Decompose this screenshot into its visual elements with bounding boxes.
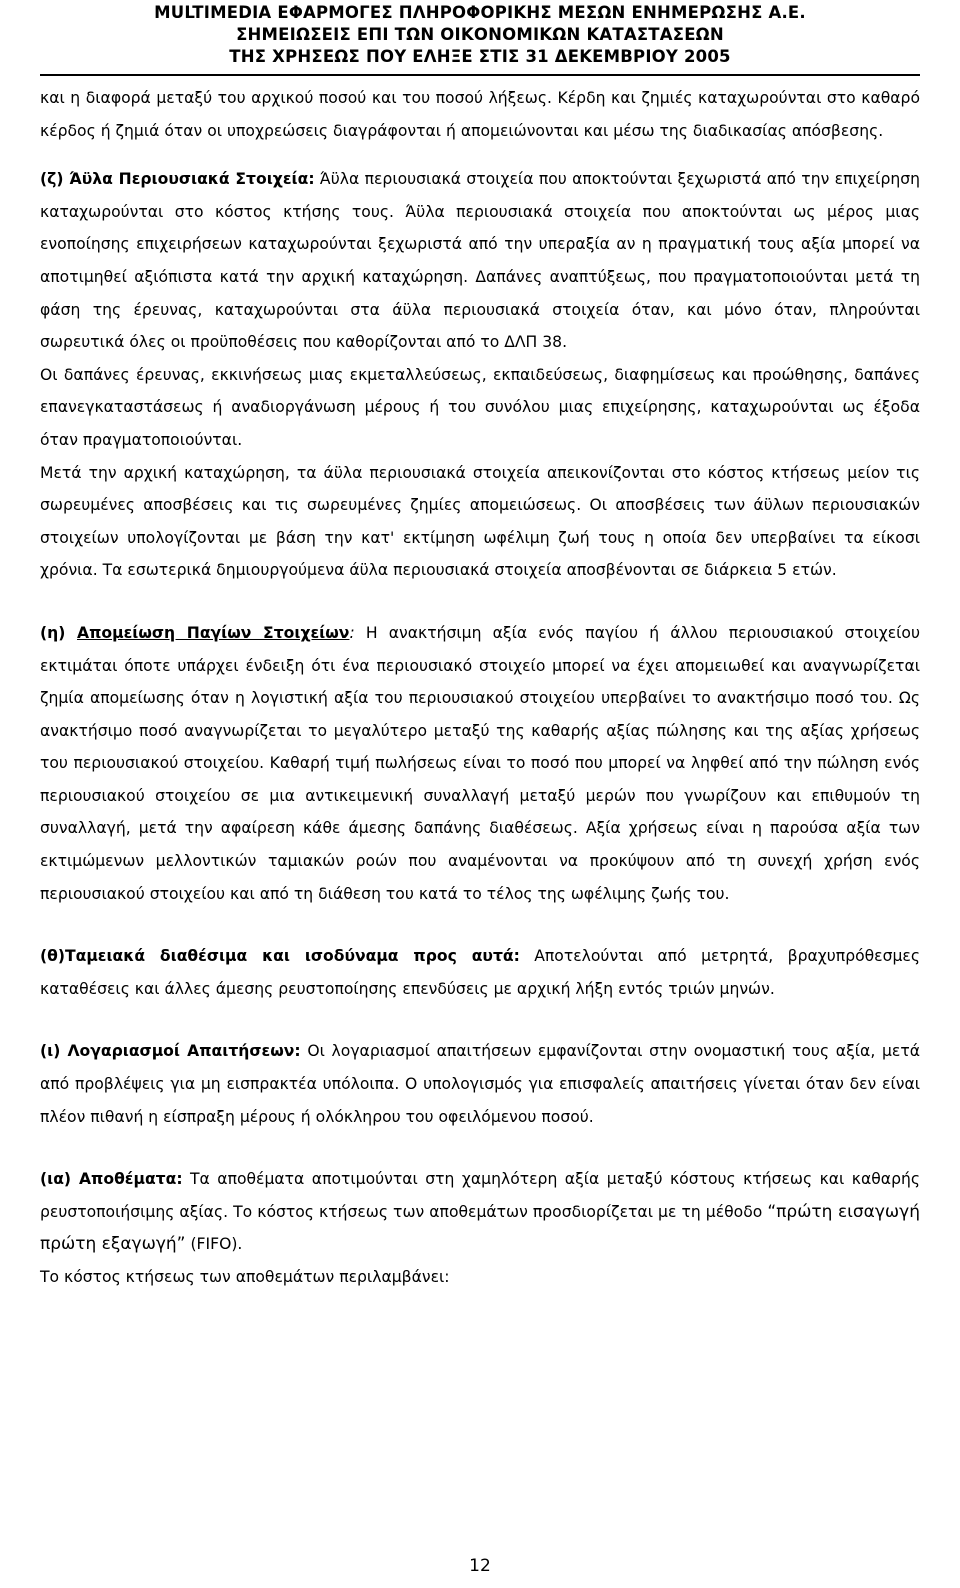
header-period: ΤΗΣ ΧΡΗΣΕΩΣ ΠΟΥ ΕΛΗΞΕ ΣΤΙΣ 31 ΔΕΚΕΜΒΡΙΟΥ 2005	[229, 47, 731, 66]
section-ia-heading: (ια) Αποθέματα:	[40, 1170, 183, 1189]
section-h-paragraph	[40, 617, 920, 910]
section-ia-text: Τα αποθέματα αποτιμούνται στη χαμηλότερη αξία μεταξύ κόστους κτήσεως και καθαρής ρευστοποιήσιμης αξίας. Το κόστος κτήσεως των αποθεμάτων προσδιορίζεται με τη μέθοδο	[40, 1170, 920, 1221]
document-body	[40, 82, 920, 1294]
header-rule	[40, 74, 920, 76]
section-z-paragraph-2: Οι δαπάνες έρευνας, εκκινήσεως μιας εκμεταλλεύσεως, εκπαιδεύσεως, διαφημίσεως και προώθησης, δαπάνες επανεγκαταστάσεως ή αναδιοργάνωση μέρους ή του συνόλου μιας επιχείρησης, καταχωρούνται ως έξοδα όταν πραγματοποιούνται.	[40, 365, 920, 449]
header-title: ΣΗΜΕΙΩΣΕΙΣ ΕΠΙ ΤΩΝ ΟΙΚΟΝΟΜΙΚΩΝ ΚΑΤΑΣΤΑΣΕΩΝ	[236, 25, 724, 44]
section-ia-note: Το κόστος κτήσεως των αποθεμάτων περιλαμβάνει:	[40, 1268, 450, 1286]
section-i-paragraph	[40, 1035, 920, 1133]
page-number: 12	[469, 1556, 491, 1576]
section-z-paragraph	[40, 163, 920, 359]
document-header	[0, 0, 960, 68]
section-i-heading: (ι) Λογαριασμοί Απαιτήσεων:	[40, 1042, 301, 1061]
section-z-text: Άϋλα περιουσιακά στοιχεία που αποκτούνται ξεχωριστά από την επιχείρηση καταχωρούνται στο κόστος κτήσης τους. Άϋλα περιουσιακά στοιχεία που αποκτούνται ως μέρος μιας ενοποίησης επιχειρήσεων καταχωρούνται ξεχωριστά από την υπεραξία αν η πραγματική τους αξία μπορεί να αποτιμηθεί αξιόπιστα κατά την αρχική καταχώρηση. Δαπάνες αναπτύξεως, που πραγματοποιούνται μετά τη φάση της έρευνας, καταχωρούνται στα άϋλα περιουσιακά στοιχεία όταν, και μόνο όταν, πληρούνται σωρευτικά όλες οι προϋποθέσεις που καθορίζονται από το ΔΛΠ 38.	[40, 170, 920, 352]
section-th-text: Αποτελούνται από μετρητά, βραχυπρόθεσμες καταθέσεις και άλλες άμεσης ρευστοποίησης επενδύσεις με αρχική λήξη εντός τριών μηνών.	[40, 947, 920, 998]
header-company: MULTIMEDIA ΕΦΑΡΜΟΓΕΣ ΠΛΗΡΟΦΟΡΙΚΗΣ ΜΕΣΩΝ ΕΝΗΜΕΡΩΣΗΣ Α.Ε.	[154, 3, 806, 22]
section-h-text: Η ανακτήσιμη αξία ενός παγίου ή άλλου περιουσιακού στοιχείου εκτιμάται όποτε υπάρχει ένδειξη ότι ένα περιουσιακό στοιχείο μπορεί να έχει απομειωθεί και αναγνωρίζεται ζημία απομείωσης όταν η λογιστική αξία του περιουσιακού στοιχείου υπερβαίνει το ανακτήσιμο ποσό του. Ως ανακτήσιμο ποσό αναγνωρίζεται το μεγαλύτερο μεταξύ της καθαρής αξίας πώλησης και της αξίας χρήσεως του περιουσιακού στοιχείου. Καθαρή τιμή πωλήσεως είναι το ποσό που μπορεί να ληφθεί από την πώληση ενός περιουσιακού στοιχείου σε μια αντικειμενική συναλλαγή μεταξύ μερών που γνωρίζουν και επιθυμούν τη συναλλαγή, μετά την αφαίρεση κάθε άμεσης δαπάνης διαθέσεως. Αξία χρήσεως είναι η παρούσα αξία των εκτιμώμενων μελλοντικών ταμιακών ροών που αναμένονται να προκύψουν από τη συνεχή χρήση ενός περιουσιακού στοιχείου και από τη διάθεση του κατά το τέλος της ωφέλιμης ζωής του.	[40, 623, 920, 903]
section-th-paragraph	[40, 940, 920, 1005]
section-i-text: Οι λογαριασμοί απαιτήσεων εμφανίζονται στην ονομαστική τους αξία, μετά από προβλέψεις για μη εισπρακτέα υπόλοιπα. Ο υπολογισμός για επισφαλείς απαιτήσεις γίνεται όταν δεν είναι πλέον πιθανή η είσπραξη μέρους ή ολόκληρου του οφειλόμενου ποσού.	[40, 1042, 920, 1126]
section-h-heading: Απομείωση Παγίων Στοιχείων	[77, 623, 350, 642]
section-ia-suffix: (FIFO).	[185, 1235, 243, 1254]
section-z-paragraph-3: Μετά την αρχική καταχώρηση, τα άϋλα περιουσιακά στοιχεία απεικονίζονται στο κόστος κτήσεως μείον τις σωρευμένες αποσβέσεις και τις σωρευμένες ζημίες απομειώσεως. Οι αποσβέσεις των άϋλων περιουσιακών στοιχείων υπολογίζονται με βάση την κατ' εκτίμηση ωφέλιμη ζωή τους η οποία δεν υπερβαίνει τα είκοσι χρόνια. Τα εσωτερικά δημιουργούμενα άϋλα περιουσιακά στοιχεία αποσβένονται σε διάρκεια 5 ετών.	[40, 463, 920, 580]
section-h-colon: :	[349, 623, 355, 642]
section-th-heading: (θ)Ταμειακά διαθέσιμα και ισοδύναμα προς αυτά:	[40, 947, 520, 966]
intro-paragraph: και η διαφορά μεταξύ του αρχικού ποσού και του ποσού λήξεως. Κέρδη και ζημιές καταχωρούνται στο καθαρό κέρδος ή ζημιά όταν οι υποχρεώσεις διαγράφονται ή απομειώνονται και μέσω της διαδικασίας απόσβεσης.	[40, 89, 920, 140]
section-h-prefix: (η)	[40, 623, 77, 642]
section-ia-method: “πρώτη εισαγωγή πρώτη εξαγωγή”	[40, 1201, 920, 1255]
section-ia-paragraph	[40, 1163, 920, 1261]
section-z-heading: (ζ) Άϋλα Περιουσιακά Στοιχεία:	[40, 170, 315, 189]
